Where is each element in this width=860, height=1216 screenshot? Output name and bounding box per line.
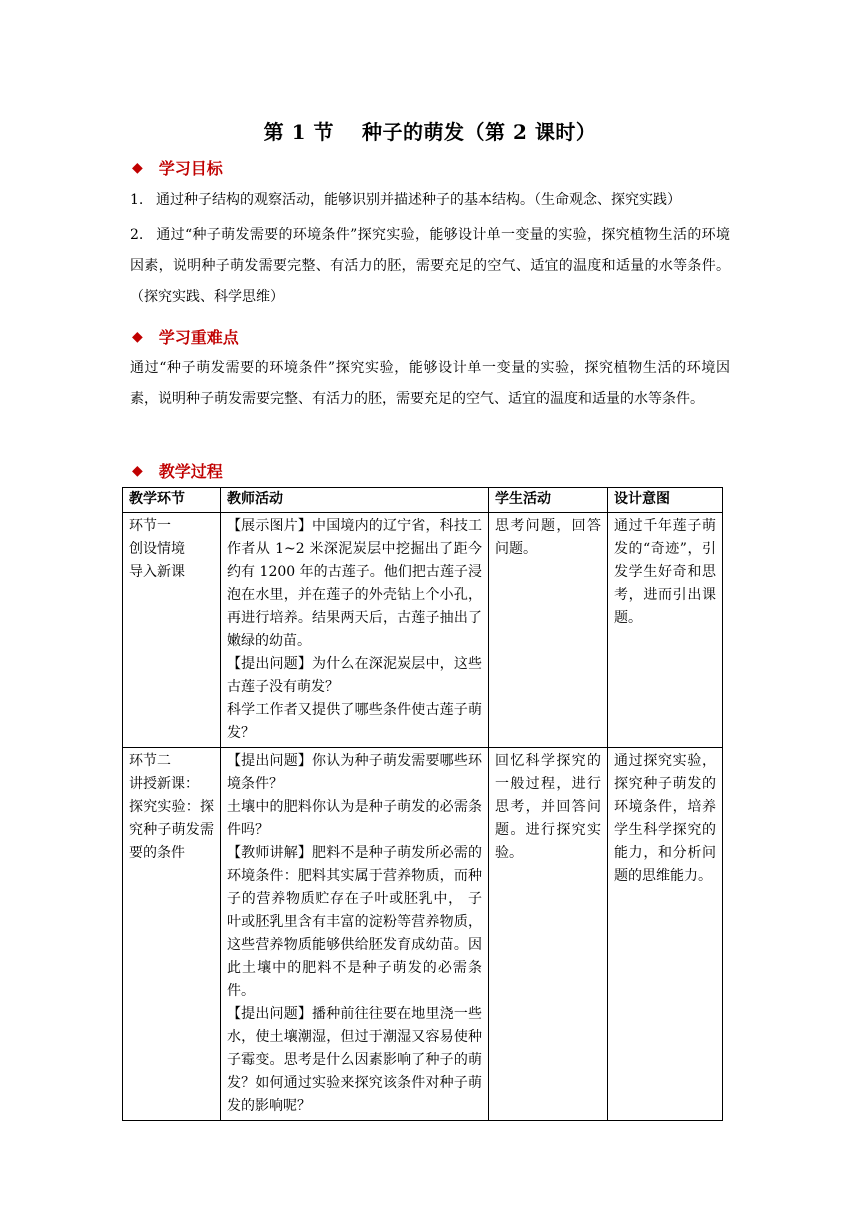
- teacher-cell: [221, 748, 489, 1121]
- teacher-paragraph: 【提出问题】为什么在深泥炭层中，这些古莲子没有萌发？: [227, 656, 482, 695]
- teacher-paragraph: 土壤中的肥料你认为是种子萌发的必需条件吗？: [227, 799, 482, 838]
- column-header: 学生活动: [489, 488, 608, 513]
- goal-text: 通过种子结构的观察活动，能够识别并描述种子的基本结构。（生命观念、探究实践）: [156, 192, 681, 208]
- teacher-paragraph: 【提出问题】你认为种子萌发需要哪些环境条件？: [227, 753, 482, 792]
- student-cell: 思考问题，回答问题。: [489, 513, 608, 748]
- stage-line: 讲授新课：: [129, 776, 199, 792]
- diamond-bullet-icon: ◆: [132, 159, 143, 176]
- teacher-cell: [221, 513, 489, 748]
- stage-line: 探究实验：探究种子萌发需要的条件: [129, 799, 214, 861]
- stage-line: 创设情境: [129, 541, 185, 557]
- diamond-bullet-icon: ◆: [132, 462, 143, 479]
- goal-item-2: [130, 220, 730, 313]
- teacher-paragraph: 科学工作者又提供了哪些条件使古莲子萌发？: [227, 702, 482, 741]
- table-row: [123, 748, 723, 1121]
- column-header: 教师活动: [221, 488, 489, 513]
- intent-cell: 通过千年莲子萌发的“奇迹”，引发学生好奇和思考，进而引出课题。: [608, 513, 723, 748]
- goal-number: 2.: [130, 227, 144, 243]
- key-points-heading-text: 学习重难点: [158, 328, 239, 347]
- page-title: [0, 116, 860, 145]
- process-heading: [132, 459, 223, 482]
- intent-cell: 通过探究实验，探究种子萌发的环境条件，培养学生科学探究的能力，和分析问题的思维能力。: [608, 748, 723, 1121]
- goal-item-1: [130, 185, 730, 216]
- stage-cell: [123, 748, 221, 1121]
- goal-text: 通过“种子萌发需要的环境条件”探究实验，能够设计单一变量的实验，探究植物生活的环境因素，说明种子萌发需要完整、有活力的胚，需要充足的空气、适宜的温度和适量的水等条件。（探究实践、科学思维）: [130, 227, 730, 305]
- lesson-name: 种子的萌发（第 2 课时）: [362, 120, 597, 144]
- stage-line: 导入新课: [129, 564, 185, 580]
- column-header: 教学环节: [123, 488, 221, 513]
- teacher-paragraph: 【展示图片】中国境内的辽宁省，科技工作者从 1~2 米深泥炭层中挖掘出了距今约有 1200 年的古莲子。他们把古莲子浸泡在水里，并在莲子的外壳钻上个小孔，再进行培养。结果两天后，古莲子抽出了嫩绿的幼苗。: [227, 518, 482, 649]
- goals-heading-text: 学习目标: [158, 159, 223, 178]
- teacher-paragraph: 【提出问题】播种前往往要在地里浇一些水，使土壤潮湿，但过于潮湿又容易使种子霉变。思考是什么因素影响了种子的萌发？如何通过实验来探究该条件对种子萌发的影响呢？: [227, 1006, 482, 1114]
- teacher-paragraph: 【教师讲解】肥料不是种子萌发所必需的环境条件：肥料其实属于营养物质，而种子的营养物质贮存在子叶或胚乳中， 子叶或胚乳里含有丰富的淀粉等营养物质，这些营养物质能够供给胚发育成幼苗。因此土壤中的肥料不是种子萌发的必需条件。: [227, 845, 482, 999]
- goals-heading: [132, 156, 223, 179]
- section-number: 第 1 节: [263, 120, 334, 144]
- table-header-row: [123, 488, 723, 513]
- process-heading-text: 教学过程: [158, 462, 223, 481]
- key-points-text: 通过“种子萌发需要的环境条件”探究实验，能够设计单一变量的实验，探究植物生活的环境因素，说明种子萌发需要完整、有活力的胚，需要充足的空气、适宜的温度和适量的水等条件。: [130, 360, 730, 407]
- goal-number: 1.: [130, 192, 144, 208]
- table-row: [123, 513, 723, 748]
- key-points-heading: [132, 325, 239, 348]
- column-header: 设计意图: [608, 488, 723, 513]
- teaching-process-table: [122, 487, 723, 1121]
- stage-cell: [123, 513, 221, 748]
- diamond-bullet-icon: ◆: [132, 328, 143, 345]
- stage-line: 环节二: [129, 753, 171, 769]
- student-cell: 回忆科学探究的一般过程，进行思考，并回答问题。进行探究实验。: [489, 748, 608, 1121]
- stage-line: 环节一: [129, 518, 171, 534]
